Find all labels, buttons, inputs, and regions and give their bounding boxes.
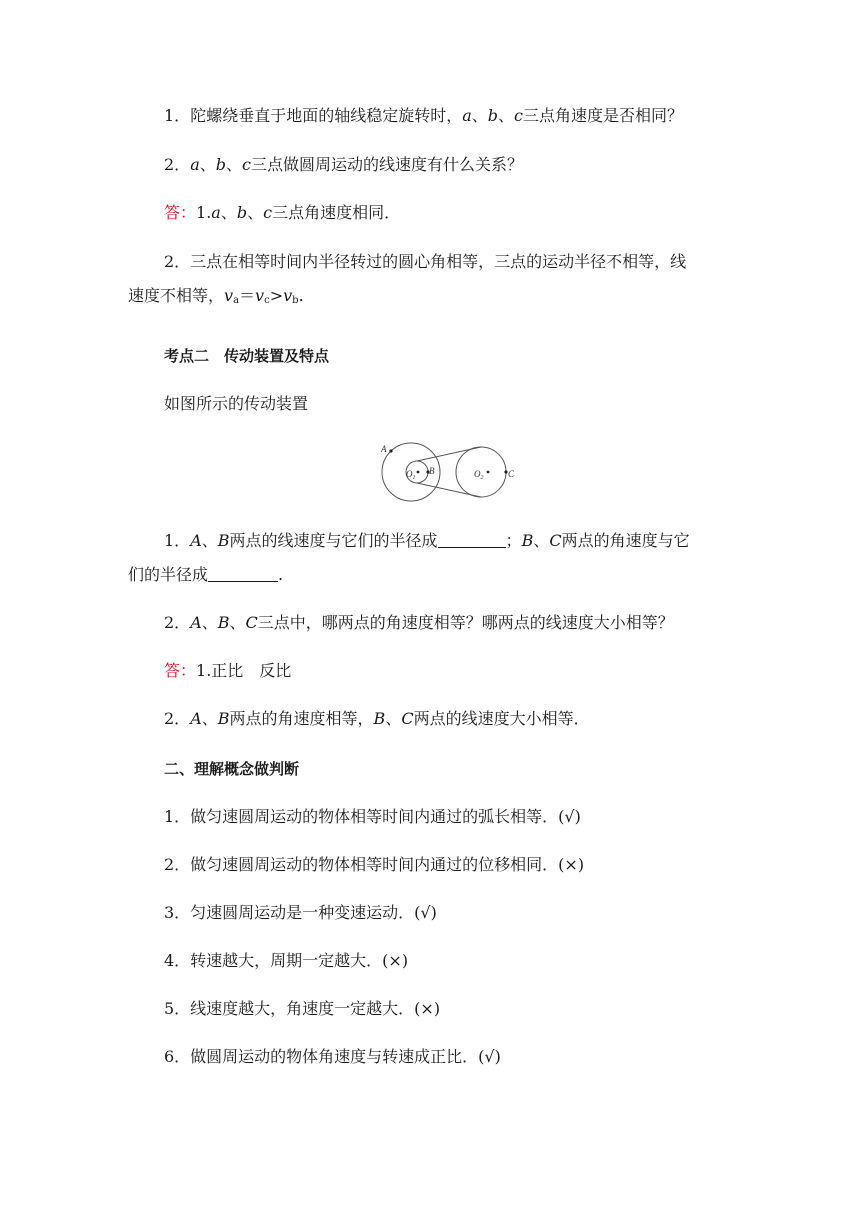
answer-3 [164, 661, 291, 681]
center-o2-dot [487, 471, 490, 474]
answer-label: 答： [164, 203, 197, 222]
period: . [298, 286, 304, 305]
answer-blank-2[interactable] [208, 565, 278, 582]
judgment-item-3: 3．匀速圆周运动是一种变速运动．(√) [164, 903, 437, 922]
greater-than-sign: > [269, 286, 284, 305]
belt-top [417, 447, 481, 461]
answer-2-line-1: 2．三点在相等时间内半径转过的圆心角相等，三点的运动半径不相等，线 [164, 252, 687, 271]
point-B: B [521, 531, 534, 550]
point-C: C [401, 709, 414, 728]
figure-intro: 如图所示的传动装置 [164, 394, 309, 413]
judgment-item-4: 4．转速越大，周期一定越大．(×) [164, 951, 409, 970]
equals-sign: ＝ [239, 286, 256, 305]
answer-number: 2． [164, 709, 191, 728]
label-c: C [508, 469, 515, 479]
q3-text-end: 两点的角速度与它 [561, 531, 690, 550]
answer-label: 答： [164, 661, 197, 680]
wheel-right [456, 447, 506, 497]
point-B: B [217, 613, 230, 632]
label-o1-subscript: 1 [412, 475, 416, 481]
period: . [278, 565, 284, 584]
point-B: B [217, 709, 230, 728]
question-3-line-2 [128, 565, 283, 585]
velocity-symbol: v [283, 286, 293, 305]
center-o1-dot [417, 471, 420, 474]
question-4 [164, 613, 674, 633]
point-b: b [236, 203, 248, 222]
separator: 、 [220, 203, 237, 222]
separator: 、 [385, 709, 402, 728]
q3-text: 两点的线速度与它们的半径成 [229, 531, 438, 550]
judgment-item-5: 5．线速度越大，角速度一定越大．(×) [164, 999, 441, 1018]
point-A: A [190, 613, 202, 632]
answer-text: 1.正比 反比 [196, 661, 292, 680]
q1-text-end: 三点角速度是否相同？ [523, 106, 684, 125]
question-1 [164, 106, 683, 126]
separator: 、 [199, 155, 216, 174]
velocity-subscript: b [292, 295, 299, 306]
point-A: A [190, 531, 202, 550]
question-3-line-1 [164, 531, 690, 551]
point-C: C [549, 531, 562, 550]
label-o2 [474, 469, 484, 481]
answer-4 [164, 709, 590, 729]
answer-1 [164, 203, 400, 223]
semicolon: ； [505, 531, 522, 550]
answer-blank-1[interactable] [438, 531, 506, 548]
judgment-item-6: 6．做圆周运动的物体角速度与转速成正比．(√) [164, 1047, 501, 1066]
label-o1-letter: O [406, 469, 413, 479]
point-C: C [245, 613, 258, 632]
point-a: a [190, 155, 200, 174]
question-2 [164, 155, 523, 175]
label-a: A [381, 444, 387, 454]
point-c: c [242, 155, 251, 174]
separator: 、 [471, 106, 488, 125]
transmission-diagram [378, 438, 526, 506]
separator: 、 [226, 155, 243, 174]
separator: 、 [201, 709, 218, 728]
q3-text-cont: 们的半径成 [128, 565, 209, 584]
point-b: b [487, 106, 499, 125]
separator: 、 [201, 531, 218, 550]
point-a: a [462, 106, 472, 125]
q3-number: 1． [164, 531, 191, 550]
answer-text-end: 两点的线速度大小相等． [413, 709, 590, 728]
velocity-symbol: v [224, 286, 234, 305]
point-c: c [263, 203, 273, 222]
point-a: a [211, 203, 221, 222]
separator: 、 [247, 203, 264, 222]
belt-bottom [417, 483, 481, 497]
answer-text: 两点的角速度相等， [229, 709, 374, 728]
section-heading-2: 考点二 传动装置及特点 [164, 347, 330, 365]
separator: 、 [229, 613, 246, 632]
answer-2-line-2 [128, 286, 304, 311]
judgment-item-2: 2．做匀速圆周运动的物体相等时间内通过的位移相同．(×) [164, 855, 585, 874]
point-B: B [373, 709, 386, 728]
judgment-item-1: 1．做匀速圆周运动的物体相等时间内通过的弧长相等．(√) [164, 807, 581, 826]
velocity-subscript: a [233, 295, 240, 306]
answer-number: 1. [196, 203, 212, 222]
answer-text: 三点角速度相同． [272, 203, 401, 222]
separator: 、 [533, 531, 550, 550]
velocity-subscript: c [264, 295, 270, 306]
section-heading-3: 二、理解概念做判断 [164, 760, 300, 778]
velocity-symbol: v [255, 286, 265, 305]
point-B: B [217, 531, 230, 550]
point-b: b [215, 155, 226, 174]
point-a-dot [389, 449, 392, 452]
point-A: A [190, 709, 202, 728]
label-o2-letter: O [474, 469, 481, 479]
q1-text: 陀螺绕垂直于地面的轴线稳定旋转时， [190, 106, 463, 125]
label-o2-subscript: 2 [480, 475, 484, 481]
answer-text: 速度不相等， [128, 286, 225, 305]
q1-number: 1． [164, 106, 191, 125]
q2-text: 三点做圆周运动的线速度有什么关系？ [250, 155, 523, 174]
q4-number: 2． [164, 613, 191, 632]
label-o1 [406, 469, 416, 481]
label-b: B [429, 466, 435, 476]
q2-number: 2． [164, 155, 191, 174]
separator: 、 [201, 613, 218, 632]
point-c: c [514, 106, 523, 125]
separator: 、 [498, 106, 515, 125]
q4-text: 三点中，哪两点的角速度相等？哪两点的线速度大小相等？ [257, 613, 674, 632]
